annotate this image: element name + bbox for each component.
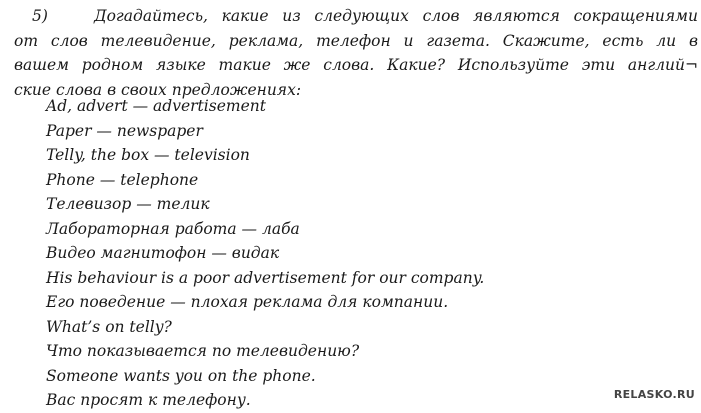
example-line: His behaviour is a poor advertisement for our company. [46,268,485,287]
example-line: What’s on telly? [46,317,172,336]
instruction-line: ские слова в своих предложениях: [14,80,302,99]
example-line: Telly, the box — television [46,146,250,164]
example-line: Что показывается по телевидению? [46,342,360,360]
example-line: Его поведение — плохая реклама для компании. [46,293,449,311]
example-line: Someone wants you on the phone. [46,366,316,385]
example-line: Paper — newspaper [46,121,203,140]
example-line: Лабораторная работа — лаба [46,219,300,238]
site-watermark: RELASKO.RU [613,388,695,401]
instruction-line-text: Догадайтесь, какие из следующих слов являются сокращениями [94,7,698,25]
instruction-line: вашем родном языке такие же слова. Какие? Используйте эти англий¬ [14,56,698,74]
example-line: Ad, advert — advertisement [46,97,266,115]
example-list [46,94,484,413]
exercise-instructions [14,4,698,102]
example-line: Вас просят к телефону. [46,391,251,409]
example-line: Телевизор — телик [46,195,210,213]
instruction-line [14,4,698,29]
example-line: Видео магнитофон — видак [46,244,280,262]
exercise-number: 5) [32,7,48,25]
example-line: Phone — telephone [46,170,199,189]
instruction-line: от слов телевидение, реклама, телефон и газета. Скажите, есть ли в [14,31,698,50]
